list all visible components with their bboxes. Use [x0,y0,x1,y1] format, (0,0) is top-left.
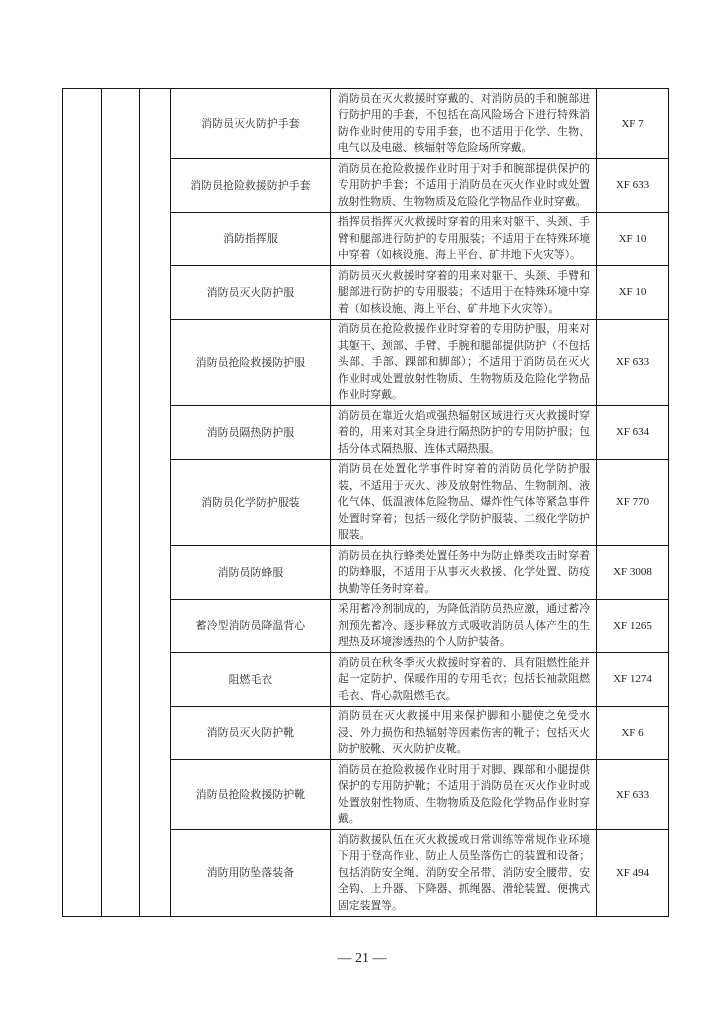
table-row [171,760,668,830]
description-line: 起一定防护、保暖作用的专用毛衣；包括长袖款阻燃 [338,672,590,685]
description-line: 的防蜂服，不适用于从事灭火救援、化学处置、防疫 [338,565,590,578]
description-line: 其躯干、颈部、手臂、手腕和腿部提供防护（不包括 [338,338,590,352]
description-line: 消防员在抢险救援作业时用于对手和腕部提供保护的 [338,161,590,175]
description-line: 作业时或处置放射性物质、生物物质及危险化学物品 [338,371,590,385]
description-line: 防作业时使用的专用手套，也不适用于化学、生物、 [338,124,590,138]
standard-code-cell: XF 633 [615,179,650,192]
description-line: 消防员在靠近火焰或强热辐射区域进行灭火救援时穿 [338,408,590,422]
equipment-name-cell: 消防员化学防护服装 [171,460,331,546]
description-line: 消防员灭火救援时穿着的用来对躯干、头颈、手臂和 [338,268,590,282]
table-row [171,89,668,159]
table-row [171,546,668,600]
table-row [171,266,668,320]
equipment-name-cell: 阻燃毛衣 [171,653,331,706]
scope-description-cell [331,830,597,916]
standard-code-cell: XF 1265 [613,619,652,632]
standard-code-cell: XF 10 [618,286,647,299]
description-line: 臂和腿部进行防护的专用服装；不适用于在特殊环境 [338,231,590,245]
standard-code-cell: XF 10 [618,232,647,245]
table-body [171,89,668,916]
description-line: 理热及环境渗透热的个人防护装备。 [338,635,511,648]
equipment-standards-table [62,88,669,917]
description-line: 化气体、低温液体危险物品、爆炸性气体等紧急事件 [338,495,590,508]
description-line: 采用蓄冷剂制成的，为降低消防员热应激，通过蓄冷 [338,602,590,615]
description-line: 固定装置等。 [338,898,403,912]
equipment-name-cell: 消防员抢险救援防护手套 [171,159,331,212]
description-line: 执勤等任务时穿着。 [338,581,436,595]
table-row [171,406,668,460]
description-line: 中穿着（如核设施、海上平台、矿井地下火灾等）。 [338,248,581,261]
description-line: 剂预先蓄冷、逐步释放方式吸收消防员人体产生的生 [338,618,590,632]
table-row [171,460,668,547]
description-line: 着（如核设施、海上平台、矿井地下火灾等）。 [338,301,560,315]
standard-code-cell: XF 1274 [613,673,652,686]
description-line: 消防员在处置化学事件时穿着的消防员化学防护服 [338,462,590,475]
description-line: 腿部进行防护的专用服装；不适用于在特殊环境中穿 [338,285,590,298]
equipment-name-cell: 消防员灭火防护靴 [171,707,331,760]
equipment-name-cell: 消防员抢险救援防护靴 [171,760,331,829]
scope-description-cell [331,320,597,406]
table-row [171,213,668,267]
equipment-name-cell: 消防员灭火防护服 [171,266,331,319]
description-line: 服装。 [338,528,371,541]
description-line: 毛衣、背心款阻燃毛衣。 [338,688,457,702]
equipment-name-cell: 消防员隔热防护服 [171,406,331,459]
standard-code-cell: XF 3008 [613,566,652,579]
description-line: 全钩、上升器、下降器、抓绳器、滑轮装置、便携式 [338,882,590,895]
description-line: 处置时穿着；包括一级化学防护服装、二级化学防护 [338,511,590,525]
description-line: 消防员在执行蜂类处置任务中为防止蜂类攻击时穿着 [338,548,590,562]
description-line: 消防员在抢险救援作业时用于对脚、踝部和小腿提供 [338,762,590,776]
equipment-name-cell: 消防员抢险救援防护服 [171,320,331,406]
scope-description-cell [331,159,597,212]
table-row [171,707,668,761]
table-row [171,600,668,654]
description-line: 电气以及电磁、核辐射等危险场所穿戴。 [338,141,533,154]
description-line: 消防员在秋冬季灭火救援时穿着的、具有阻燃性能并 [338,655,590,669]
standard-code-cell: XF 7 [621,117,644,130]
description-line: 装，不适用于灭火、涉及放射性物品、生物制剂、液 [338,478,590,492]
scope-description-cell [331,266,597,319]
equipment-name-cell: 蓄冷型消防员降温背心 [171,600,331,653]
standard-code-cell: XF 6 [621,726,644,739]
scope-description-cell [331,406,597,459]
description-line: 括分体式隔热服、连体式隔热服。 [338,441,500,455]
standard-code-cell: XF 633 [615,356,650,369]
standard-code-cell: XF 634 [615,426,650,439]
equipment-name-cell: 消防用防坠落装备 [171,830,331,916]
description-line: 防护胶靴、灭火防护皮靴。 [338,742,468,755]
description-line: 指挥员指挥灭火救援时穿着的用来对躯干、头颈、手 [338,215,590,228]
description-line: 专用防护手套；不适用于消防员在灭火作业时或处置 [338,178,590,191]
table-row [171,830,668,916]
merged-category-cell-3 [140,89,171,916]
description-line: 消防救援队伍在灭火救援或日常训练等常规作业环境 [338,832,590,846]
description-line: 戴。 [338,812,360,825]
table-row [171,653,668,707]
merged-category-cell-1 [63,89,102,916]
scope-description-cell [331,760,597,829]
scope-description-cell [331,89,597,158]
description-line: 保护的专用防护靴；不适用于消防员在灭火作业时或 [338,779,590,792]
standard-code-cell: XF 770 [615,496,650,509]
table-row [171,320,668,407]
description-line: 行防护用的手套，不包括在高风险场合下进行特殊消 [338,108,590,121]
description-line: 浸、外力损伤和热辐射等因素伤害的靴子；包括灭火 [338,725,590,739]
scope-description-cell [331,213,597,266]
page-number: — 21 — [337,951,387,966]
scope-description-cell [331,653,597,706]
standard-code-cell: XF 494 [615,866,650,879]
scope-description-cell [331,546,597,599]
standard-code-cell: XF 633 [615,788,650,801]
description-line: 消防员在灭火救援中用来保护脚和小腿使之免受水 [338,709,590,722]
description-line: 包括消防安全绳、消防安全吊带、消防安全腰带、安 [338,865,590,879]
merged-category-cell-2 [102,89,140,916]
description-line: 头部、手部、踝部和脚部）；不适用于消防员在灭火 [338,355,590,368]
equipment-name-cell: 消防员防蜂服 [171,546,331,599]
description-line: 放射性物质、生物物质及危险化学物品作业时穿戴。 [338,194,587,208]
scope-description-cell [331,460,597,546]
description-line: 处置放射性物质、生物物质及危险化学物品作业时穿 [338,795,590,809]
scope-description-cell [331,707,597,760]
description-line: 消防员在抢险救援作业时穿着的专用防护服，用来对 [338,322,590,335]
scope-description-cell [331,600,597,653]
description-line: 消防员在灭火救援时穿戴的、对消防员的手和腕部进 [338,91,590,105]
description-line: 着的，用来对其全身进行隔热防护的专用防护服；包 [338,425,590,438]
description-line: 作业时穿戴。 [338,388,403,401]
equipment-name-cell: 消防员灭火防护手套 [171,89,331,158]
description-line: 下用于登高作业、防止人员坠落伤亡的装置和设备； [338,849,590,862]
equipment-name-cell: 消防指挥服 [171,213,331,266]
table-row [171,159,668,213]
